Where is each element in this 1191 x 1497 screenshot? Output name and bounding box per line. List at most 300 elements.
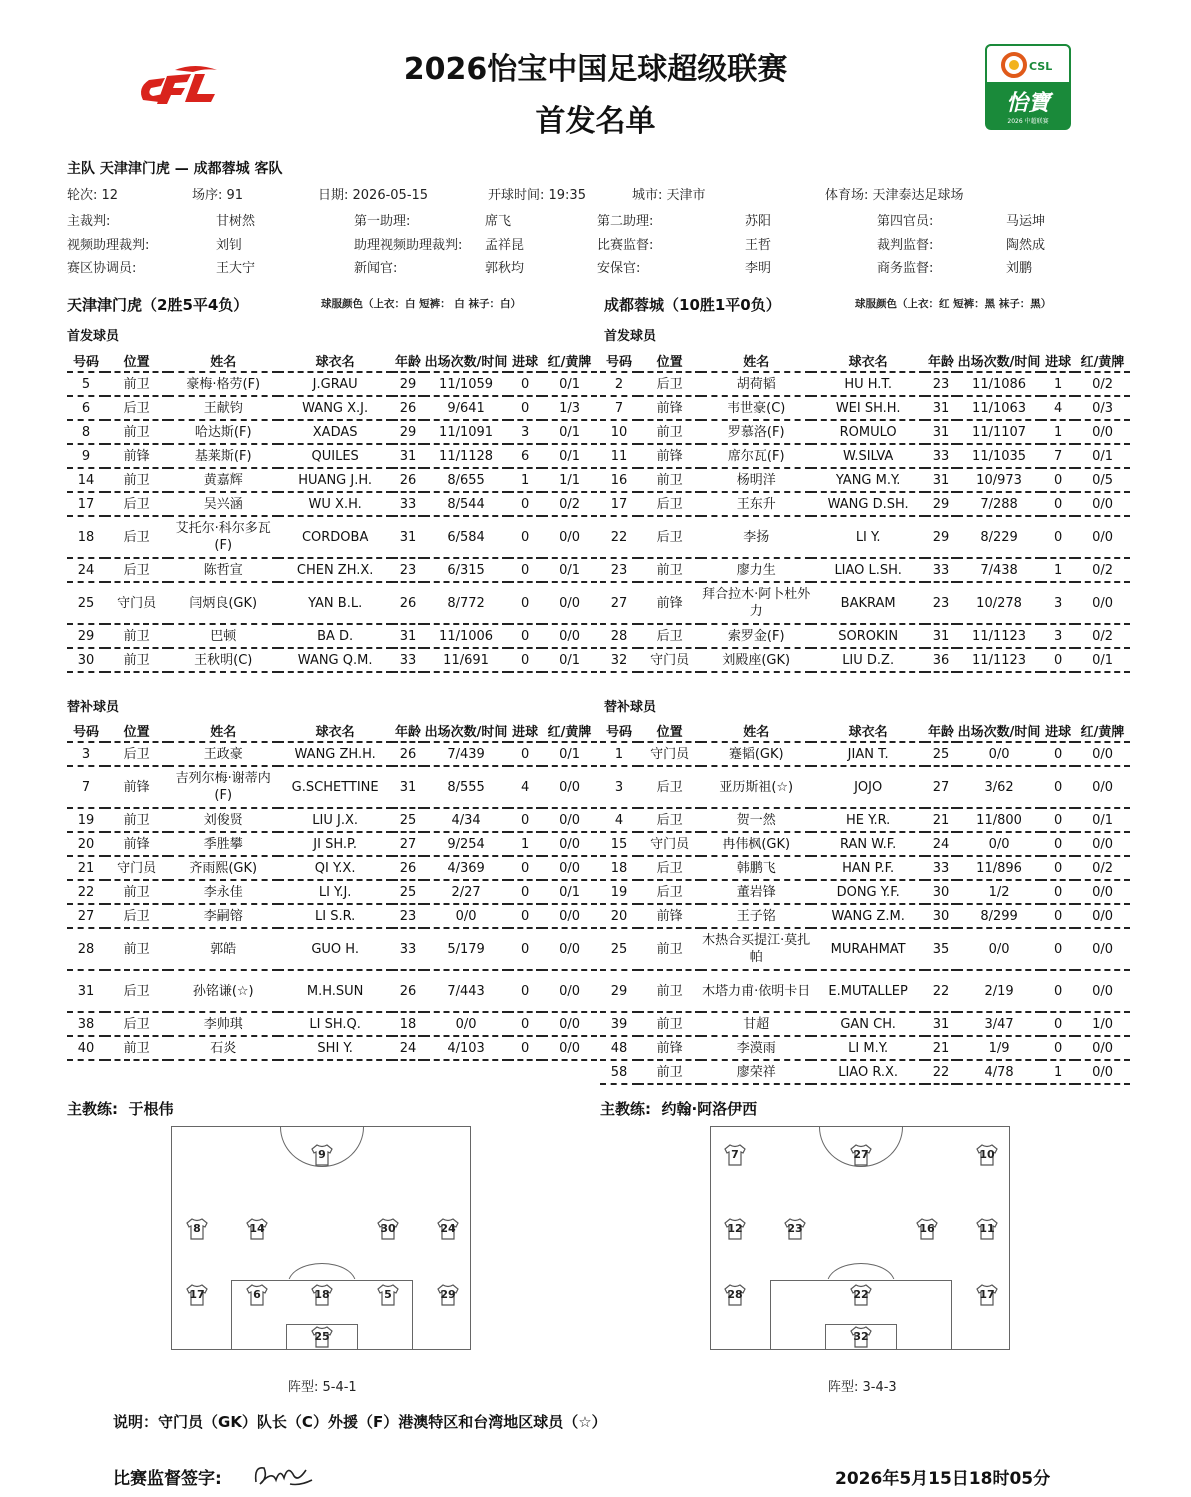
table-cell: 0/0: [1075, 742, 1130, 766]
table-row: [600, 904, 1130, 928]
table-cell: LIAO R.X.: [811, 1060, 925, 1084]
table-cell: 1: [1041, 372, 1075, 396]
column-header: 红/黄牌: [1075, 720, 1130, 742]
table-cell: 24: [392, 1036, 424, 1060]
table-cell: WANG ZH.H.: [278, 742, 392, 766]
table-cell: 0/0: [542, 928, 597, 970]
table-cell: 32: [600, 648, 638, 672]
table-cell: 刘俊贤: [168, 808, 278, 832]
table-cell: 闫炳良(GK): [168, 582, 278, 624]
table-cell: 0/1: [542, 444, 597, 468]
table-cell: 29: [67, 624, 105, 648]
table-cell: HU H.T.: [811, 372, 925, 396]
table-cell: 3: [67, 742, 105, 766]
table-cell: 30: [925, 904, 957, 928]
table-cell: YANG M.Y.: [811, 468, 925, 492]
table-cell: WEI SH.H.: [811, 396, 925, 420]
table-cell: 21: [67, 856, 105, 880]
table-cell: J.GRAU: [278, 372, 392, 396]
player-shirt-icon: [376, 1284, 400, 1306]
table-cell: 前卫: [638, 1060, 701, 1084]
column-header: 球衣名: [811, 350, 925, 372]
table-cell: 4: [1041, 396, 1075, 420]
table-cell: 0/1: [1075, 808, 1130, 832]
table-cell: 前卫: [638, 420, 701, 444]
table-cell: 索罗金(F): [701, 624, 811, 648]
official-label: 第四官员:: [877, 214, 934, 229]
table-cell: 后卫: [638, 808, 701, 832]
away-kit: 球服颜色（上衣：红 短裤：黑 袜子：黑）: [855, 298, 1052, 310]
table-cell: 0: [1041, 742, 1075, 766]
table-cell: 守门员: [105, 856, 168, 880]
table-cell: 1/9: [957, 1036, 1041, 1060]
table-cell: 4: [600, 808, 638, 832]
table-cell: 守门员: [638, 832, 701, 856]
table-cell: 0/0: [542, 516, 597, 558]
table-cell: XADAS: [278, 420, 392, 444]
table-cell: 前卫: [638, 970, 701, 1012]
table-cell: 23: [925, 372, 957, 396]
shirt-number: 28: [727, 1288, 743, 1301]
table-cell: 齐雨熙(GK): [168, 856, 278, 880]
column-header: 进球: [1041, 720, 1075, 742]
table-cell: JIAN T.: [811, 742, 925, 766]
table-cell: BA D.: [278, 624, 392, 648]
table-cell: 29: [392, 372, 424, 396]
table-cell: 0: [508, 970, 542, 1012]
table-cell: 1: [1041, 1060, 1075, 1084]
player-shirt-icon: [310, 1326, 334, 1348]
table-cell: 2: [600, 372, 638, 396]
match-date: 日期: 2026-05-15: [318, 188, 429, 203]
official-name: 刘钊: [216, 238, 243, 253]
table-cell: 李漠雨: [701, 1036, 811, 1060]
table-cell: 韦世豪(C): [701, 396, 811, 420]
table-cell: 9: [67, 444, 105, 468]
table-cell: 前卫: [105, 648, 168, 672]
table-cell: 4: [508, 766, 542, 808]
table-cell: 14: [67, 468, 105, 492]
table-cell: 20: [600, 904, 638, 928]
table-cell: 0: [1041, 856, 1075, 880]
player-shirt-icon: [975, 1284, 999, 1306]
table-cell: 0: [508, 516, 542, 558]
table-cell: 7: [600, 396, 638, 420]
table-cell: 吴兴涵: [168, 492, 278, 516]
table-cell: 胡荷韬: [701, 372, 811, 396]
table-cell: 孙铭谦(☆): [168, 970, 278, 1012]
table-cell: W.SILVA: [811, 444, 925, 468]
table-cell: BAKRAM: [811, 582, 925, 624]
table-cell: 0/0: [424, 904, 508, 928]
table-cell: 7/439: [424, 742, 508, 766]
table-cell: 25: [392, 808, 424, 832]
table-cell: 25: [392, 880, 424, 904]
table-cell: 0: [508, 856, 542, 880]
table-cell: 0/0: [1075, 970, 1130, 1012]
table-cell: 33: [925, 856, 957, 880]
table-cell: 王政豪: [168, 742, 278, 766]
table-row: [600, 582, 1130, 624]
player-shirt-icon: [975, 1144, 999, 1166]
table-cell: 0: [508, 492, 542, 516]
table-row: [600, 624, 1130, 648]
table-cell: 后卫: [105, 492, 168, 516]
table-cell: 前卫: [105, 468, 168, 492]
column-header: 号码: [67, 720, 105, 742]
table-cell: 22: [600, 516, 638, 558]
player-shirt-icon: [915, 1218, 939, 1240]
table-cell: 31: [925, 624, 957, 648]
table-cell: 前卫: [105, 624, 168, 648]
table-cell: 5: [67, 372, 105, 396]
player-shirt-icon: [849, 1284, 873, 1306]
official-label: 助理视频助理裁判:: [354, 238, 463, 253]
table-cell: 0: [1041, 1012, 1075, 1036]
official-name: 李明: [745, 261, 772, 276]
table-cell: 58: [600, 1060, 638, 1084]
table-cell: 后卫: [638, 624, 701, 648]
table-cell: 6/584: [424, 516, 508, 558]
table-row: [600, 856, 1130, 880]
table-cell: 31: [392, 766, 424, 808]
table-cell: SHI Y.: [278, 1036, 392, 1060]
table-cell: 8/655: [424, 468, 508, 492]
table-cell: 0: [1041, 880, 1075, 904]
column-header: 球衣名: [278, 350, 392, 372]
table-cell: DONG Y.F.: [811, 880, 925, 904]
table-cell: 31: [67, 970, 105, 1012]
table-cell: 25: [925, 742, 957, 766]
player-shirt-icon: [310, 1284, 334, 1306]
table-cell: 0/0: [542, 832, 597, 856]
table-cell: 李永佳: [168, 880, 278, 904]
table-cell: 巴顿: [168, 624, 278, 648]
table-cell: 前锋: [638, 396, 701, 420]
table-cell: 0/1: [542, 558, 597, 582]
table-cell: 27: [67, 904, 105, 928]
table-cell: 季胜攀: [168, 832, 278, 856]
player-shirt-icon: [185, 1284, 209, 1306]
table-row: [67, 444, 597, 468]
table-cell: 31: [392, 624, 424, 648]
table-cell: 3/62: [957, 766, 1041, 808]
table-cell: 贺一然: [701, 808, 811, 832]
table-cell: 陈哲宣: [168, 558, 278, 582]
table-cell: LI M.Y.: [811, 1036, 925, 1060]
table-cell: 后卫: [105, 970, 168, 1012]
table-cell: 20: [67, 832, 105, 856]
player-shirt-icon: [723, 1218, 747, 1240]
table-cell: 31: [392, 444, 424, 468]
table-cell: 0/0: [542, 970, 597, 1012]
table-cell: LI SH.Q.: [278, 1012, 392, 1036]
official-label: 安保官:: [597, 261, 641, 276]
player-shirt-icon: [783, 1218, 807, 1240]
table-cell: 3: [508, 420, 542, 444]
table-cell: 17: [67, 492, 105, 516]
table-cell: 0/1: [542, 648, 597, 672]
column-header: 姓名: [701, 720, 811, 742]
table-cell: 0/0: [1075, 928, 1130, 970]
table-cell: 0: [508, 1036, 542, 1060]
table-cell: 蹇韬(GK): [701, 742, 811, 766]
table-cell: 38: [67, 1012, 105, 1036]
table-cell: 26: [392, 970, 424, 1012]
table-cell: 0/0: [957, 928, 1041, 970]
kickoff-time: 开球时间: 19:35: [488, 188, 586, 203]
shirt-number: 17: [189, 1288, 205, 1301]
table-cell: 4/369: [424, 856, 508, 880]
table-cell: 26: [392, 856, 424, 880]
table-cell: CORDOBA: [278, 516, 392, 558]
table-cell: 董岩锋: [701, 880, 811, 904]
away-coach: 主教练: 约翰·阿洛伊西: [600, 1100, 758, 1118]
home-kit: 球服颜色（上衣：白 短裤： 白 袜子：白）: [321, 298, 521, 310]
shirt-number: 16: [919, 1222, 935, 1235]
table-cell: 24: [67, 558, 105, 582]
table-cell: 6: [508, 444, 542, 468]
table-cell: 4/34: [424, 808, 508, 832]
table-cell: 3: [1041, 624, 1075, 648]
table-cell: 0/1: [1075, 444, 1130, 468]
player-shirt-icon: [436, 1284, 460, 1306]
table-cell: 0/0: [1075, 904, 1130, 928]
table-row: [67, 516, 597, 558]
table-cell: 0: [508, 624, 542, 648]
table-cell: 33: [925, 444, 957, 468]
table-cell: 0: [508, 1012, 542, 1036]
table-cell: 木热合买提江·莫扎帕: [701, 928, 811, 970]
table-cell: 0: [1041, 648, 1075, 672]
table-row: [600, 808, 1130, 832]
table-cell: 0: [1041, 516, 1075, 558]
table-cell: 0/2: [1075, 558, 1130, 582]
table-cell: 33: [392, 648, 424, 672]
official-name: 刘鹏: [1006, 261, 1033, 276]
table-cell: 31: [925, 1012, 957, 1036]
table-cell: 0/0: [957, 832, 1041, 856]
table-cell: 0/1: [542, 880, 597, 904]
table-cell: 6/315: [424, 558, 508, 582]
table-cell: 艾托尔·科尔多瓦(F): [168, 516, 278, 558]
table-cell: ROMULO: [811, 420, 925, 444]
table-cell: 31: [925, 420, 957, 444]
table-cell: 0: [1041, 970, 1075, 1012]
shirt-number: 14: [249, 1222, 265, 1235]
table-cell: MURAHMAT: [811, 928, 925, 970]
table-cell: 后卫: [638, 516, 701, 558]
table-cell: 韩鹏飞: [701, 856, 811, 880]
official-name: 马运坤: [1006, 214, 1046, 229]
table-cell: 23: [925, 582, 957, 624]
table-cell: 李嗣镕: [168, 904, 278, 928]
table-cell: 22: [925, 1060, 957, 1084]
table-cell: 33: [392, 492, 424, 516]
table-cell: 前锋: [105, 444, 168, 468]
table-cell: 8/544: [424, 492, 508, 516]
table-cell: 后卫: [105, 516, 168, 558]
table-cell: 王献钧: [168, 396, 278, 420]
column-header: 姓名: [168, 720, 278, 742]
table-cell: 0/0: [957, 742, 1041, 766]
table-cell: 26: [392, 468, 424, 492]
table-cell: 黄嘉辉: [168, 468, 278, 492]
table-cell: 0/0: [542, 1036, 597, 1060]
table-cell: 3: [600, 766, 638, 808]
table-cell: 石炎: [168, 1036, 278, 1060]
shirt-number: 8: [193, 1222, 201, 1235]
official-name: 王大宁: [216, 261, 256, 276]
home-formation: 阵型: 5-4-1: [288, 1380, 357, 1395]
table-cell: 28: [67, 928, 105, 970]
table-cell: WU X.H.: [278, 492, 392, 516]
table-cell: 0: [508, 396, 542, 420]
table-cell: JOJO: [811, 766, 925, 808]
official-label: 主裁判:: [67, 214, 111, 229]
table-cell: 18: [600, 856, 638, 880]
table-cell: 8: [67, 420, 105, 444]
table-cell: 11/1107: [957, 420, 1041, 444]
table-cell: 罗慕洛(F): [701, 420, 811, 444]
official-label: 商务监督:: [877, 261, 934, 276]
official-name: 甘树然: [216, 214, 256, 229]
table-cell: 1/0: [1075, 1012, 1130, 1036]
table-cell: 0: [1041, 904, 1075, 928]
table-cell: HE Y.R.: [811, 808, 925, 832]
matchup: 主队 天津津门虎 — 成都蓉城 客队: [67, 161, 283, 177]
cfl-logo: [135, 62, 230, 112]
table-cell: 21: [925, 808, 957, 832]
match-number: 场序: 91: [192, 188, 244, 203]
shirt-number: 24: [440, 1222, 456, 1235]
table-cell: 23: [392, 558, 424, 582]
official-name: 席飞: [485, 214, 512, 229]
away-subs-table: [600, 720, 1130, 1085]
table-cell: 0/1: [542, 372, 597, 396]
table-row: [600, 396, 1130, 420]
table-cell: 王子铭: [701, 904, 811, 928]
table-cell: 11/1091: [424, 420, 508, 444]
table-cell: WANG Q.M.: [278, 648, 392, 672]
table-cell: 8/229: [957, 516, 1041, 558]
table-cell: 16: [600, 468, 638, 492]
table-cell: 29: [925, 516, 957, 558]
table-cell: 8/772: [424, 582, 508, 624]
table-cell: 前卫: [638, 468, 701, 492]
shirt-number: 5: [384, 1288, 392, 1301]
official-label: 比赛监督:: [597, 238, 654, 253]
csl-logo: CSL 怡寶 2026 中超联赛: [985, 44, 1071, 130]
column-header: 年龄: [925, 720, 957, 742]
table-cell: 前卫: [105, 880, 168, 904]
shirt-number: 6: [253, 1288, 261, 1301]
table-cell: 25: [600, 928, 638, 970]
table-cell: 王秋明(C): [168, 648, 278, 672]
shirt-number: 27: [853, 1148, 869, 1161]
table-cell: HUANG J.H.: [278, 468, 392, 492]
table-cell: LI Y.: [811, 516, 925, 558]
shirt-number: 10: [979, 1148, 995, 1161]
table-cell: 0: [508, 880, 542, 904]
table-cell: 前锋: [638, 582, 701, 624]
table-cell: 0/0: [1075, 1036, 1130, 1060]
shirt-number: 22: [853, 1288, 869, 1301]
table-cell: 9/641: [424, 396, 508, 420]
table-cell: 1: [600, 742, 638, 766]
away-starters-table: [600, 350, 1130, 673]
table-cell: 守门员: [638, 648, 701, 672]
away-formation-pitch: [710, 1126, 1010, 1350]
table-cell: 0: [508, 808, 542, 832]
table-cell: 11: [600, 444, 638, 468]
table-cell: 郭皓: [168, 928, 278, 970]
table-cell: 23: [600, 558, 638, 582]
table-row: [67, 558, 597, 582]
away-starters-title: 首发球员: [604, 329, 657, 344]
official-label: 赛区协调员:: [67, 261, 137, 276]
page-subtitle: 首发名单: [535, 104, 656, 139]
table-cell: 杨明洋: [701, 468, 811, 492]
table-cell: 后卫: [638, 492, 701, 516]
table-row: [600, 832, 1130, 856]
table-cell: 22: [67, 880, 105, 904]
column-header: 号码: [600, 720, 638, 742]
home-coach: 主教练: 于根伟: [67, 1100, 174, 1118]
table-cell: 10: [600, 420, 638, 444]
table-row: [67, 1012, 597, 1036]
table-cell: 前卫: [638, 1012, 701, 1036]
table-row: [67, 928, 597, 970]
table-cell: 10/278: [957, 582, 1041, 624]
table-cell: 2/27: [424, 880, 508, 904]
table-cell: 后卫: [638, 766, 701, 808]
table-cell: SOROKIN: [811, 624, 925, 648]
column-header: 姓名: [701, 350, 811, 372]
table-cell: 7/443: [424, 970, 508, 1012]
table-row: [67, 766, 597, 808]
official-label: 视频助理裁判:: [67, 238, 150, 253]
table-cell: 33: [925, 558, 957, 582]
player-shirt-icon: [723, 1284, 747, 1306]
table-cell: 前锋: [638, 444, 701, 468]
table-cell: 9/254: [424, 832, 508, 856]
table-cell: 前锋: [638, 904, 701, 928]
table-row: [600, 766, 1130, 808]
home-formation-pitch: [171, 1126, 471, 1350]
table-cell: M.H.SUN: [278, 970, 392, 1012]
table-cell: 刘殿座(GK): [701, 648, 811, 672]
official-name: 王哲: [745, 238, 772, 253]
column-header: 号码: [67, 350, 105, 372]
table-cell: 30: [925, 880, 957, 904]
table-cell: 25: [67, 582, 105, 624]
player-shirt-icon: [849, 1326, 873, 1348]
table-cell: 后卫: [638, 880, 701, 904]
column-header: 红/黄牌: [542, 720, 597, 742]
home-subs-table: [67, 720, 597, 1061]
table-cell: 0/2: [1075, 624, 1130, 648]
table-cell: 19: [67, 808, 105, 832]
table-cell: 守门员: [105, 582, 168, 624]
table-cell: 2/19: [957, 970, 1041, 1012]
table-cell: 后卫: [638, 856, 701, 880]
table-cell: GUO H.: [278, 928, 392, 970]
official-label: 第一助理:: [354, 214, 411, 229]
table-cell: 33: [392, 928, 424, 970]
table-cell: 1: [1041, 420, 1075, 444]
table-cell: 0/0: [542, 1012, 597, 1036]
